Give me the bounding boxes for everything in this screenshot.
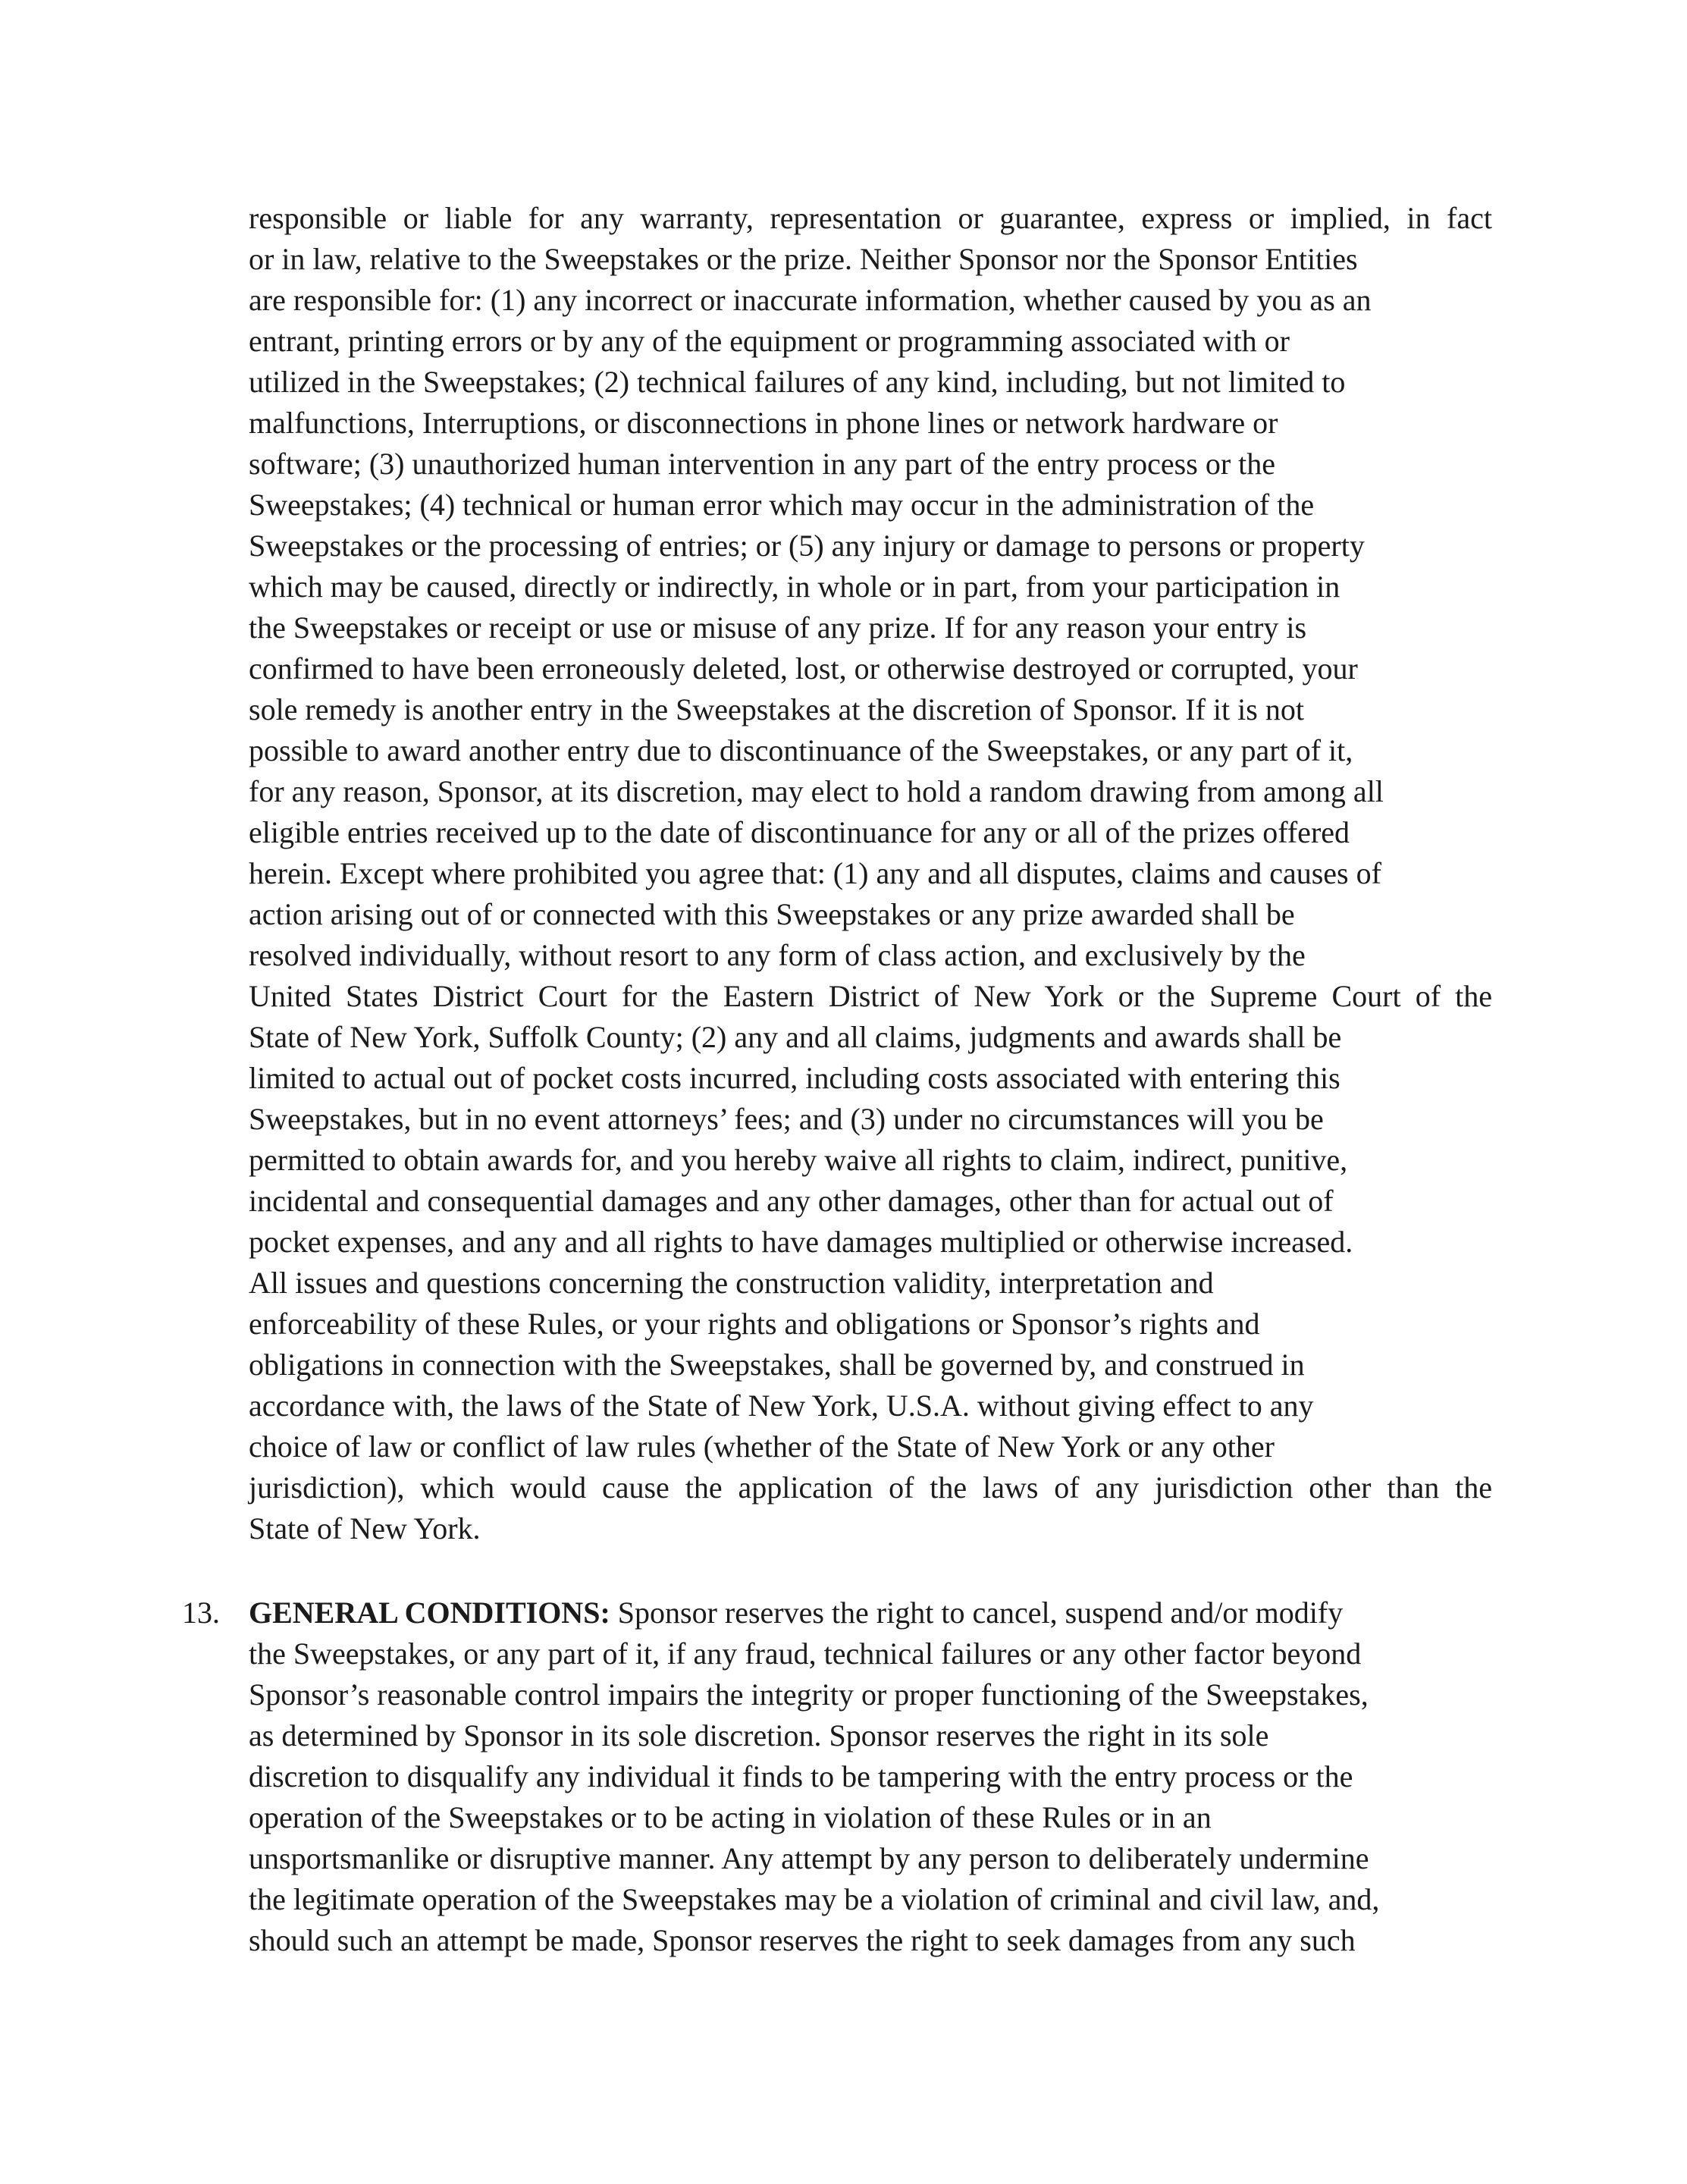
paragraph-line: operation of the Sweepstakes or to be acting in violation of these Rules or in an [249,1800,1212,1834]
paragraph-line: utilized in the Sweepstakes; (2) technical failures of any kind, including, but not limited to [249,365,1346,399]
paragraph-line: as determined by Sponsor in its sole discretion. Sponsor reserves the right in its sole [249,1718,1269,1753]
paragraph-line: the Sweepstakes or receipt or use or misuse of any prize. If for any reason your entry is [249,610,1307,645]
paragraph-line: All issues and questions concerning the construction validity, interpretation and [249,1266,1214,1300]
paragraph-line: responsible or liable for any warranty, representation or guarantee, express or implied, in fact [249,201,1492,235]
paragraph-line: United States District Court for the Eastern District of New York or the Supreme Court of the [249,979,1492,1013]
paragraph-line: malfunctions, Interruptions, or disconnections in phone lines or network hardware or [249,406,1278,440]
section-first-line-text: Sponsor reserves the right to cancel, suspend and/or modify [610,1596,1344,1630]
section-number: 13. [182,1596,220,1630]
paragraph-line: possible to award another entry due to discontinuance of the Sweepstakes, or any part of it, [249,733,1353,767]
paragraph-line: incidental and consequential damages and any other damages, other than for actual out of [249,1184,1334,1218]
paragraph-line: the legitimate operation of the Sweepstakes may be a violation of criminal and civil law, and, [249,1882,1380,1916]
paragraph-line: limited to actual out of pocket costs incurred, including costs associated with entering this [249,1061,1341,1095]
paragraph-line: confirmed to have been erroneously deleted, lost, or otherwise destroyed or corrupted, your [249,651,1358,686]
paragraph-line: Sponsor’s reasonable control impairs the integrity or proper functioning of the Sweepstakes, [249,1677,1369,1712]
paragraph-line: action arising out of or connected with this Sweepstakes or any prize awarded shall be [249,897,1295,931]
paragraph-line: Sweepstakes or the processing of entries; or (5) any injury or damage to persons or property [249,529,1365,563]
paragraph-line: pocket expenses, and any and all rights to have damages multiplied or otherwise increased. [249,1225,1353,1259]
paragraph-line: entrant, printing errors or by any of the equipment or programming associated with or [249,324,1290,358]
paragraph-line: resolved individually, without resort to any form of class action, and exclusively by the [249,938,1306,972]
paragraph-line: Sweepstakes, but in no event attorneys’ fees; and (3) under no circumstances will you be [249,1102,1324,1136]
paragraph-line: jurisdiction), which would cause the application of the laws of any jurisdiction other than the [249,1470,1492,1505]
paragraph-line: obligations in connection with the Sweepstakes, shall be governed by, and construed in [249,1348,1305,1382]
paragraph-line: State of New York, Suffolk County; (2) any and all claims, judgments and awards shall be [249,1020,1342,1054]
paragraph-line: sole remedy is another entry in the Sweepstakes at the discretion of Sponsor. If it is not [249,692,1304,726]
paragraph-line: are responsible for: (1) any incorrect or inaccurate information, whether caused by you as an [249,283,1372,317]
paragraph-line: which may be caused, directly or indirectly, in whole or in part, from your participation in [249,570,1341,604]
paragraph-line: or in law, relative to the Sweepstakes or the prize. Neither Sponsor nor the Sponsor Entities [249,242,1358,276]
paragraph-line: State of New York. [249,1511,481,1545]
paragraph-line: for any reason, Sponsor, at its discretion, may elect to hold a random drawing from among all [249,774,1384,808]
paragraph-line: eligible entries received up to the date of discontinuance for any or all of the prizes offered [249,815,1350,849]
paragraph-line: should such an attempt be made, Sponsor reserves the right to seek damages from any such [249,1923,1356,1957]
paragraph-line: Sweepstakes; (4) technical or human error which may occur in the administration of the [249,488,1315,522]
paragraph-line: accordance with, the laws of the State of New York, U.S.A. without giving effect to any [249,1389,1314,1423]
paragraph-line: enforceability of these Rules, or your rights and obligations or Sponsor’s rights and [249,1307,1260,1341]
paragraph-line: unsportsmanlike or disruptive manner. Any attempt by any person to deliberately undermine [249,1841,1369,1875]
section-heading: GENERAL CONDITIONS: [249,1596,610,1630]
paragraph-line: permitted to obtain awards for, and you hereby waive all rights to claim, indirect, punitive, [249,1143,1348,1177]
paragraph-line: the Sweepstakes, or any part of it, if any fraud, technical failures or any other factor beyond [249,1636,1362,1671]
paragraph-line: software; (3) unauthorized human intervention in any part of the entry process or the [249,447,1276,481]
paragraph-line: discretion to disqualify any individual it finds to be tampering with the entry process or the [249,1759,1353,1793]
section-first-line [249,1592,1492,1633]
paragraph-line: herein. Except where prohibited you agree that: (1) any and all disputes, claims and causes of [249,856,1381,890]
paragraph-line: choice of law or conflict of law rules (whether of the State of New York or any other [249,1429,1275,1464]
